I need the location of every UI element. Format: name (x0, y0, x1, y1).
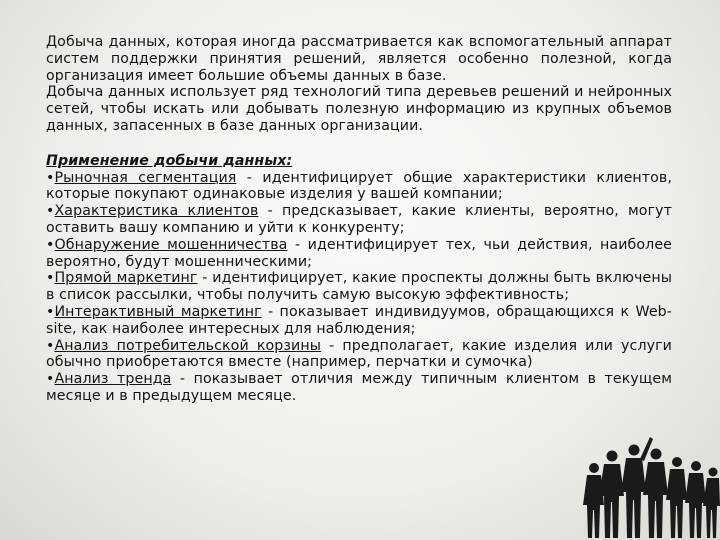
bullet: • (46, 270, 55, 287)
bullet: • (46, 371, 55, 388)
term-market-segmentation: Рыночная сегментация (54, 169, 237, 186)
term-customer-characteristics: Характеристика клиентов (54, 203, 259, 220)
list-item-direct-marketing (46, 270, 672, 304)
list-item-interactive-marketing (46, 304, 672, 338)
business-people-silhouettes (580, 410, 720, 540)
list-item-basket-analysis (46, 338, 672, 372)
person-silhouette (703, 468, 720, 539)
term-interactive-marketing: Интерактивный маркетинг (54, 303, 262, 320)
bullet: • (46, 337, 55, 354)
bullet: • (46, 169, 55, 186)
term-direct-marketing: Прямой маркетинг (54, 270, 198, 287)
desc-basket-analysis: - предполагает, какие изделия или услуги обычно приобретаются вместе (например, перчатки и сумочка) (46, 337, 672, 371)
desc-market-segmentation: - идентифицирует общие характеристики клиентов, которые покупают одинаковые изделия у вашей компании; (46, 169, 672, 203)
list-item-fraud-detection (46, 237, 672, 271)
section-title: Применение добычи данных: (46, 152, 293, 169)
bullet: • (46, 236, 55, 253)
intro-paragraph-2: Добыча данных использует ряд технологий типа деревьев решений и нейронных сетей, чтобы искать или добывать полезную информацию из крупных объемов данных, запасенных в базе данных организации. (46, 84, 672, 134)
person-silhouette (666, 457, 687, 538)
intro-paragraph-1: Добыча данных, которая иногда рассматривается как вспомогательный аппарат систем поддержки принятия решений, является особенно полезной, когда организация имеет большие объемы данных в базе. (46, 34, 672, 84)
list-item-trend-analysis (46, 371, 672, 405)
person-silhouette (643, 449, 668, 539)
term-basket-analysis: Анализ потребительской корзины (54, 337, 322, 354)
desc-customer-characteristics: - предсказывает, какие клиенты, вероятно, могут оставить вашу компанию и уйти к конкуренту; (46, 203, 672, 236)
term-trend-analysis: Анализ тренда (54, 371, 172, 388)
person-silhouette (685, 461, 706, 538)
desc-trend-analysis: - показывает отличия между типичным клиентом в текущем месяце и в предыдущем месяце. (46, 371, 672, 404)
bullet: • (46, 203, 55, 220)
list-item-market-segmentation (46, 170, 672, 204)
person-silhouette (583, 463, 604, 538)
bullet: • (46, 303, 55, 320)
person-silhouette (599, 451, 624, 539)
term-fraud-detection: Обнаружение мошенничества (54, 236, 288, 253)
desc-fraud-detection: - идентифицирует тех, чьи действия, наиболее вероятно, будут мошенническими; (46, 236, 672, 270)
slide-content (46, 34, 672, 405)
desc-direct-marketing: - идентифицирует, какие проспекты должны быть включены в список рассылки, чтобы получить самую высокую эффективность; (46, 270, 672, 304)
desc-interactive-marketing: - показывает индивидуумов, обращающихся к Web-site, как наиболее интересных для наблюдения; (46, 303, 673, 337)
list-item-customer-characteristics (46, 203, 672, 237)
